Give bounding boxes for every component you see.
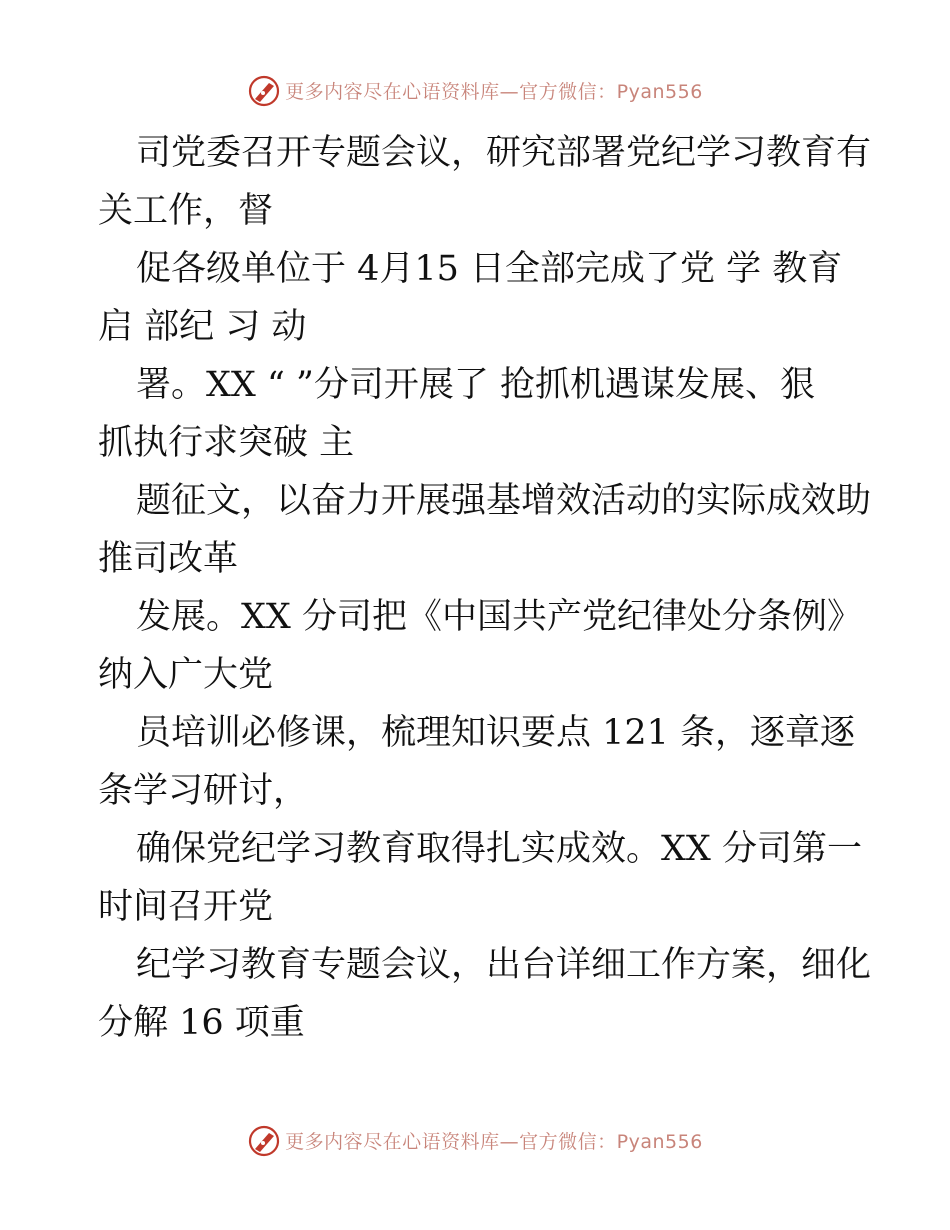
- paragraph-line: 抓执行求突破 主: [98, 423, 355, 463]
- paragraph: [98, 588, 868, 704]
- paragraph-line: 时间召开党: [98, 887, 274, 927]
- paragraph-line: 关工作，督: [98, 191, 274, 231]
- watermark-text: 更多内容尽在心语资料库—官方微信：Pyan556: [285, 80, 703, 103]
- paragraph: [98, 820, 868, 936]
- paragraph-line: 纳入广大党: [98, 655, 274, 695]
- paragraph-line: 员培训必修课，梳理知识要点 121 条，逐章逐: [136, 713, 856, 753]
- paragraph: [98, 704, 868, 820]
- watermark-text: 更多内容尽在心语资料库—官方微信：Pyan556: [285, 1130, 703, 1153]
- paragraph-line: 司党委召开专题会议，研究部署党纪学习教育有: [136, 133, 872, 173]
- pen-nib-logo-icon: [247, 1123, 281, 1157]
- pen-nib-logo-icon: [247, 73, 281, 107]
- paragraph-line: 确保党纪学习教育取得扎实成效。XX 分司第一: [136, 829, 862, 869]
- paragraph-line: 启 部纪 习 动: [98, 307, 307, 347]
- paragraph: [98, 124, 872, 240]
- paragraph: [98, 356, 868, 472]
- paragraph-line: 促各级单位于 4月15 日全部完成了党 学 教育: [136, 249, 843, 289]
- paragraph: [98, 240, 868, 356]
- paragraph-line: 纪学习教育专题会议，出台详细工作方案，细化: [136, 945, 872, 985]
- paragraph: [98, 936, 872, 1052]
- header-watermark: [0, 70, 950, 110]
- paragraph-line: 署。XX “ ”分司开展了 抢抓机遇谋发展、狠: [136, 365, 815, 405]
- paragraph-line: 发展。XX 分司把《中国共产党纪律处分条例》: [136, 597, 862, 637]
- paragraph-line: 推司改革: [98, 539, 239, 579]
- paragraph-line: 题征文，以奋力开展强基增效活动的实际成效助: [136, 481, 872, 521]
- footer-watermark: [0, 1120, 950, 1160]
- document-body: [98, 124, 872, 1052]
- paragraph-line: 分解 16 项重: [98, 1003, 305, 1043]
- paragraph: [98, 472, 872, 588]
- paragraph-line: 条学习研讨，: [98, 771, 309, 811]
